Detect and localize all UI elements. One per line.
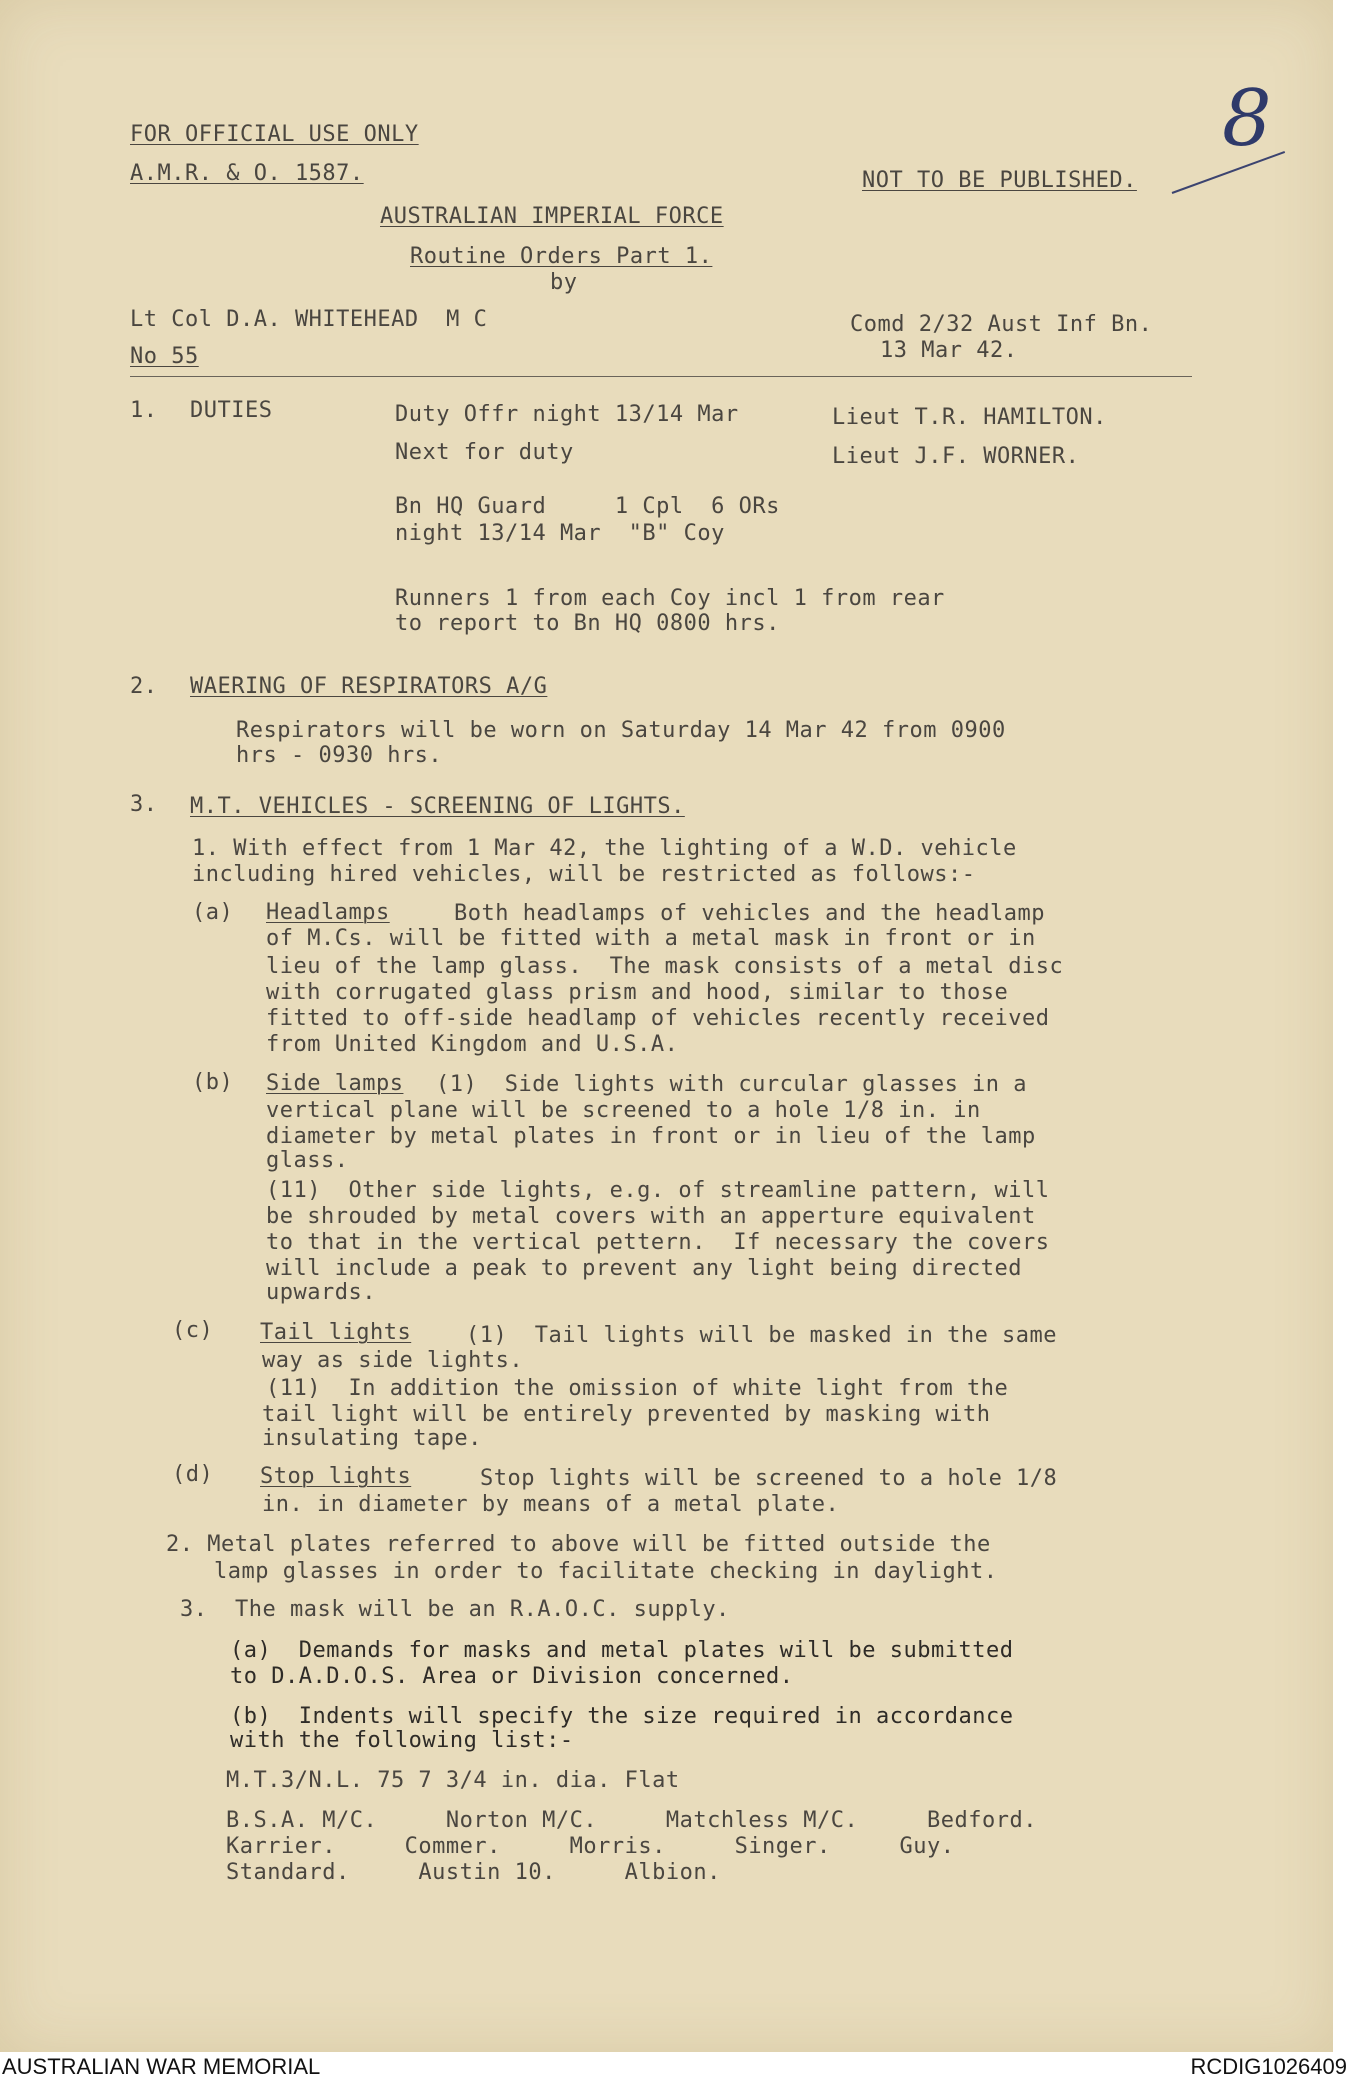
headlamps-label: (a) <box>192 900 234 925</box>
duties-title: DUTIES <box>190 398 273 423</box>
tail-lights-heading: Tail lights <box>260 1320 412 1345</box>
header-divider <box>130 376 1192 377</box>
side-lamps-line-4: glass. <box>266 1148 349 1173</box>
guard-line-2: night 13/14 Mar "B" Coy <box>395 521 725 546</box>
tail-lights-line-3: (11) In addition the omission of white light from the <box>266 1376 1009 1401</box>
side-lamps-line-8: will include a peak to prevent any light being directed <box>266 1256 1022 1281</box>
next-duty-name: Lieut J.F. WORNER. <box>832 444 1080 469</box>
orders-heading: Routine Orders Part 1. <box>410 244 713 269</box>
respirators-line-1: Respirators will be worn on Saturday 14 Mar 42 from 0900 <box>236 718 1006 743</box>
headlamps-line-2: of M.Cs. will be fitted with a metal mask in front or in <box>266 926 1036 951</box>
runners-line-1: Runners 1 from each Coy incl 1 from rear <box>395 586 945 611</box>
headlamps-heading: Headlamps <box>266 900 390 925</box>
headlamps-line-5: fitted to off-side headlamp of vehicles recently received <box>266 1006 1050 1031</box>
vehicles-title: M.T. VEHICLES - SCREENING OF LIGHTS. <box>190 794 685 819</box>
order-date: 13 Mar 42. <box>880 338 1018 363</box>
vehicles-para-3a-1: (a) Demands for masks and metal plates will be submitted <box>230 1638 1014 1663</box>
respirators-title: WAERING OF RESPIRATORS A/G <box>190 674 548 699</box>
list-line-2: Karrier. Commer. Morris. Singer. Guy. <box>226 1834 955 1859</box>
vehicles-para-2b: lamp glasses in order to facilitate checking in daylight. <box>214 1559 998 1584</box>
reference-number: A.M.R. & O. 1587. <box>130 161 364 186</box>
vehicles-para-1a: 1. With effect from 1 Mar 42, the lighting of a W.D. vehicle <box>192 836 1017 861</box>
force-heading: AUSTRALIAN IMPERIAL FORCE <box>380 204 724 229</box>
commander-name: Lt Col D.A. WHITEHEAD M C <box>130 307 488 332</box>
stop-lights-line-1: Stop lights will be screened to a hole 1/8 <box>480 1466 1058 1491</box>
handwritten-page-number: 8 <box>1222 74 1272 164</box>
vehicles-number: 3. <box>130 792 158 817</box>
side-lamps-line-6: be shrouded by metal covers with an apperture equivalent <box>266 1204 1036 1229</box>
duties-number: 1. <box>130 398 158 423</box>
footer-source: AUSTRALIAN WAR MEMORIAL <box>2 2054 321 2079</box>
duty-officer-label: Duty Offr night 13/14 Mar <box>395 402 739 427</box>
headlamps-line-4: with corrugated glass prism and hood, similar to those <box>266 980 1009 1005</box>
tail-lights-line-5: insulating tape. <box>262 1426 482 1451</box>
vehicles-para-3: 3. The mask will be an R.A.O.C. supply. <box>180 1597 730 1622</box>
guard-line-1: Bn HQ Guard 1 Cpl 6 ORs <box>395 494 780 519</box>
by-line: by <box>550 270 578 295</box>
stop-lights-label: (d) <box>172 1462 214 1487</box>
side-lamps-line-3: diameter by metal plates in front or in lieu of the lamp <box>266 1124 1036 1149</box>
list-line-3: Standard. Austin 10. Albion. <box>226 1860 721 1885</box>
tail-lights-line-4: tail light will be entirely prevented by masking with <box>262 1402 991 1427</box>
runners-line-2: to report to Bn HQ 0800 hrs. <box>395 611 780 636</box>
side-lamps-label: (b) <box>192 1070 234 1095</box>
tail-lights-line-1: (1) Tail lights will be masked in the same <box>466 1323 1058 1348</box>
side-lamps-line-5: (11) Other side lights, e.g. of streamline pattern, will <box>266 1178 1050 1203</box>
next-duty-label: Next for duty <box>395 440 574 465</box>
tail-lights-line-2: way as side lights. <box>262 1348 524 1373</box>
side-lamps-line-1: (1) Side lights with curcular glasses in a <box>436 1072 1028 1097</box>
list-heading: M.T.3/N.L. 75 7 3/4 in. dia. Flat <box>226 1768 680 1793</box>
stop-lights-heading: Stop lights <box>260 1464 412 1489</box>
vehicles-para-3b-2: with the following list:- <box>230 1728 574 1753</box>
respirators-number: 2. <box>130 674 158 699</box>
tail-lights-label: (c) <box>172 1318 214 1343</box>
stop-lights-line-2: in. in diameter by means of a metal plate. <box>262 1492 840 1517</box>
order-number: No 55 <box>130 344 199 369</box>
vehicles-para-2a: 2. Metal plates referred to above will be fitted outside the <box>166 1532 991 1557</box>
side-lamps-line-9: upwards. <box>266 1280 376 1305</box>
official-use-heading: FOR OFFICIAL USE ONLY <box>130 122 419 147</box>
side-lamps-line-2: vertical plane will be screened to a hole 1/8 in. in <box>266 1098 981 1123</box>
vehicles-para-3a-2: to D.A.D.O.S. Area or Division concerned. <box>230 1664 794 1689</box>
headlamps-line-1: Both headlamps of vehicles and the headlamp <box>454 901 1046 926</box>
headlamps-line-3: lieu of the lamp glass. The mask consists of a metal disc <box>266 954 1064 979</box>
list-line-1: B.S.A. M/C. Norton M/C. Matchless M/C. Bedford. <box>226 1808 1037 1833</box>
side-lamps-line-7: to that in the vertical pettern. If necessary the covers <box>266 1230 1050 1255</box>
vehicles-para-3b-1: (b) Indents will specify the size required in accordance <box>230 1704 1014 1729</box>
headlamps-line-6: from United Kingdom and U.S.A. <box>266 1032 679 1057</box>
footer-identifier: RCDIG1026409 <box>1190 2054 1347 2079</box>
not-published-notice: NOT TO BE PUBLISHED. <box>862 168 1137 193</box>
side-lamps-heading: Side lamps <box>266 1071 404 1096</box>
duty-officer-name: Lieut T.R. HAMILTON. <box>832 405 1107 430</box>
vehicles-para-1b: including hired vehicles, will be restricted as follows:- <box>192 862 976 887</box>
respirators-line-2: hrs - 0930 hrs. <box>236 743 443 768</box>
command-unit: Comd 2/32 Aust Inf Bn. <box>850 312 1153 337</box>
